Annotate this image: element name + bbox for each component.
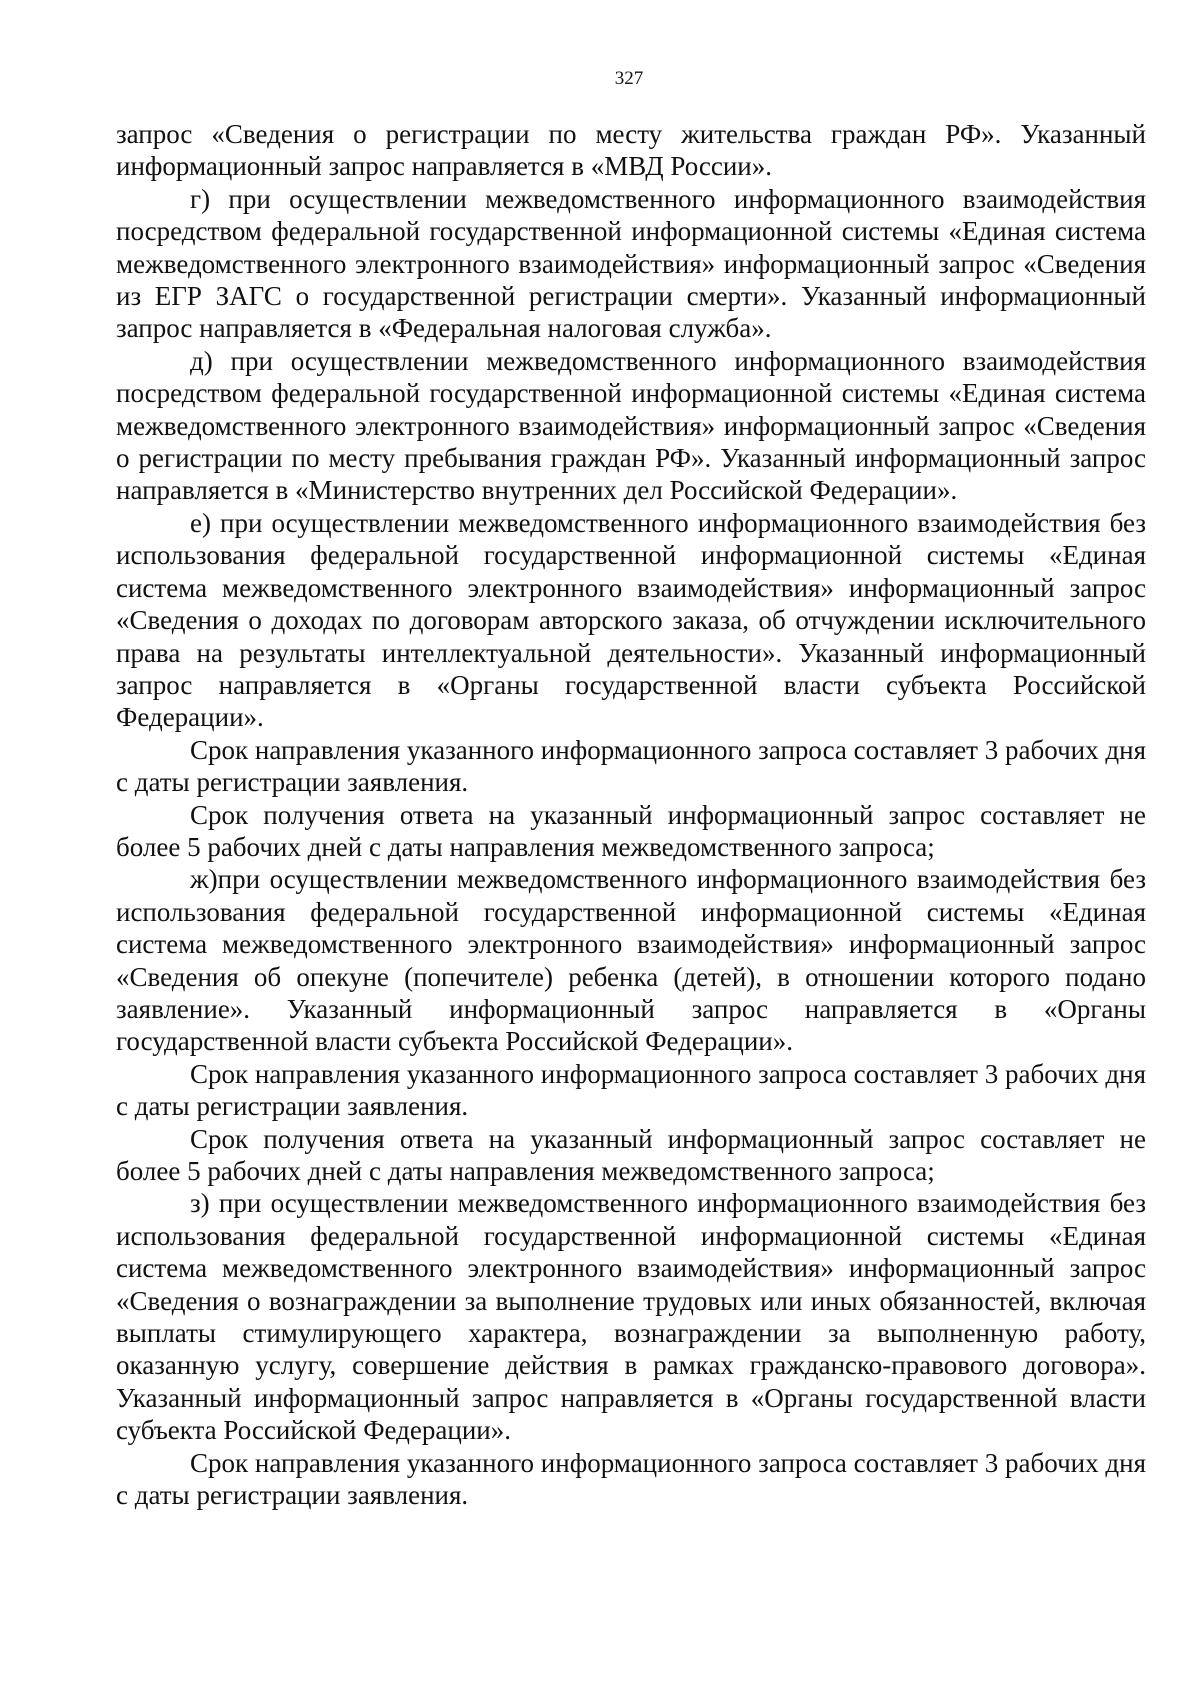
paragraph-item-e: е) при осуществлении межведомственного информационного взаимодействия без использования федеральной государственной информационной системы «Единая система межведомственного электронного взаимодействия» информационный запрос «Сведения о доходах по договорам авторского заказа, об отчуждении исключительного права на результаты интеллектуальной деятельности». Указанный информационный запрос направляется в «Органы государственной власти субъекта Российской Федерации». [116, 507, 1146, 733]
paragraph-item-d: д) при осуществлении межведомственного информационного взаимодействия посредством федеральной государственной информационной системы «Единая система межведомственного электронного взаимодействия» информационный запрос «Сведения о регистрации по месту пребывания граждан РФ». Указанный информационный запрос направляется в «Министерство внутренних дел Российской Федерации». [116, 345, 1146, 506]
paragraph-item-z: з) при осуществлении межведомственного информационного взаимодействия без использования федеральной государственной информационной системы «Единая система межведомственного электронного взаимодействия» информационный запрос «Сведения о вознаграждении за выполнение трудовых или иных обязанностей, включая выплаты стимулирующего характера, вознаграждении за выполненную работу, оказанную услугу, совершение действия в рамках гражданско-правового договора». Указанный информационный запрос направляется в «Органы государственной власти субъекта Российской Федерации». [116, 1188, 1146, 1446]
paragraph-continuation: запрос «Сведения о регистрации по месту жительства граждан РФ». Указанный информационный запрос направляется в «МВД России». [116, 119, 1146, 182]
paragraph-deadline-send: Срок направления указанного информационного запроса составляет 3 рабочих дня с даты регистрации заявления. [116, 1447, 1146, 1511]
paragraph-deadline-send: Срок направления указанного информационного запроса составляет 3 рабочих дня с даты регистрации заявления. [116, 1058, 1146, 1122]
paragraph-deadline-response: Срок получения ответа на указанный информационный запрос составляет не более 5 рабочих дней с даты направления межведомственного запроса; [116, 1123, 1146, 1186]
paragraph-deadline-send: Срок направления указанного информационного запроса составляет 3 рабочих дня с даты регистрации заявления. [116, 734, 1146, 798]
paragraph-item-g: г) при осуществлении межведомственного информационного взаимодействия посредством федеральной государственной информационной системы «Единая система межведомственного электронного взаимодействия» информационный запрос «Сведения из ЕГР ЗАГС о государственной регистрации смерти». Указанный информационный запрос направляется в «Федеральная налоговая служба». [116, 183, 1146, 344]
paragraph-deadline-response: Срок получения ответа на указанный информационный запрос составляет не более 5 рабочих дней с даты направления межведомственного запроса; [116, 799, 1146, 862]
paragraph-item-zh: ж)при осуществлении межведомственного информационного взаимодействия без использования федеральной государственной информационной системы «Единая система межведомственного электронного взаимодействия» информационный запрос «Сведения об опекуне (попечителе) ребенка (детей), в отношении которого подано заявление». Указанный информационный запрос направляется в «Органы государственной власти субъекта Российской Федерации». [116, 864, 1146, 1057]
document-body [116, 118, 1146, 1511]
page-number: 327 [614, 68, 644, 89]
